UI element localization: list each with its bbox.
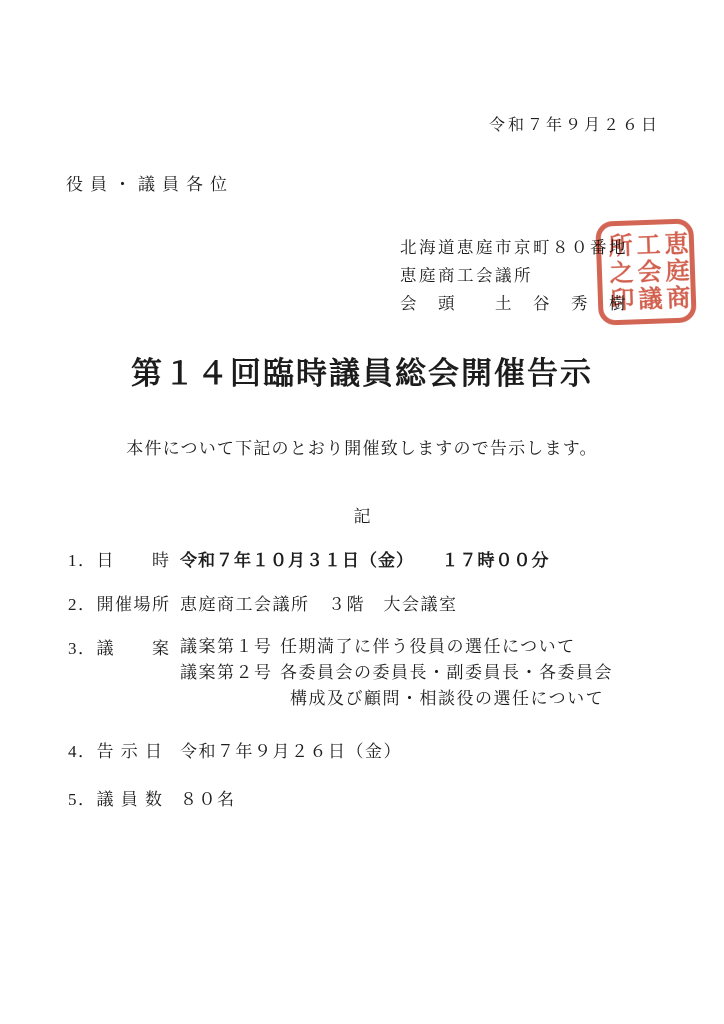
agenda-2-text: 各委員会の委員長・副委員長・各委員会 — [280, 663, 613, 682]
item-date-time-value: 令和７年１０月３１日（金） １７時００分 — [180, 551, 550, 570]
body-text: 本件について下記のとおり開催致しますので告示します。 — [126, 439, 598, 458]
item-member-count-label: 5．議 員 数 — [68, 790, 164, 809]
sender-address: 北海道恵庭市京町８０番地 — [400, 238, 628, 257]
item-member-count-value: ８０名 — [180, 790, 236, 809]
item-date-time — [68, 546, 550, 571]
agenda-list — [180, 634, 613, 712]
item-notice-date-label: 4．告 示 日 — [68, 742, 164, 761]
item-date-time-label: 1．日 時 — [68, 551, 171, 570]
seal-text: 恵庭商 工会議 所之印 — [603, 230, 689, 314]
agenda-2-number: 議案第２号 — [180, 663, 273, 682]
item-venue-label: 2．開催場所 — [68, 595, 171, 614]
official-seal-stamp — [595, 218, 697, 325]
issue-date: 令和７年９月２６日 — [488, 117, 660, 134]
item-venue-value: 恵庭商工会議所 ３階 大会議室 — [180, 595, 458, 614]
addressee-line: 役員・議員各位 — [66, 175, 234, 194]
document-title: 第１４回臨時議員総会開催告示 — [131, 356, 593, 391]
item-venue — [68, 590, 458, 615]
agenda-2-text-continuation: 構成及び顧問・相談役の選任について — [290, 689, 605, 708]
item-member-count — [68, 785, 236, 810]
sender-organization: 恵庭商工会議所 — [400, 266, 533, 285]
sender-block — [400, 234, 628, 318]
ki-heading: 記 — [353, 507, 371, 526]
item-agenda — [68, 634, 613, 712]
item-notice-date — [68, 737, 402, 762]
agenda-indent-spacer — [180, 686, 290, 712]
agenda-row-1 — [180, 634, 613, 660]
item-notice-date-value: 令和７年９月２６日（金） — [180, 742, 402, 761]
agenda-1-text: 任期満了に伴う役員の選任について — [280, 637, 576, 656]
sender-chairman-name: 会 頭 土 谷 秀 樹 — [400, 294, 628, 313]
agenda-1-number: 議案第１号 — [180, 637, 273, 656]
agenda-row-2 — [180, 660, 613, 686]
agenda-row-2-continuation — [180, 686, 613, 712]
item-agenda-label: 3．議 案 — [68, 639, 171, 658]
